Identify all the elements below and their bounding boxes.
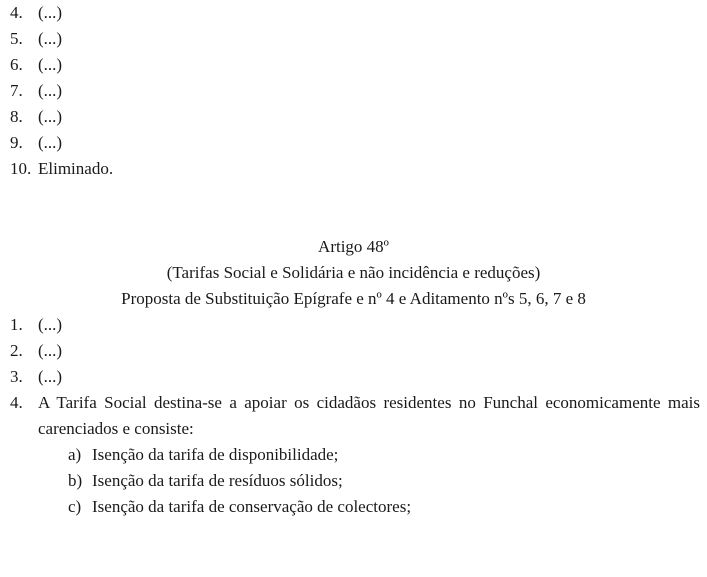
item-text: (...)	[38, 107, 63, 126]
item-text: (...)	[38, 341, 63, 360]
article-title: Artigo 48º	[318, 237, 389, 256]
list-item	[10, 364, 62, 390]
item-number: 6.	[10, 55, 23, 74]
sub-item-letter: a)	[68, 445, 82, 464]
item-text: (...)	[38, 367, 63, 386]
item-number: 5.	[10, 29, 23, 48]
sub-item-text: Isenção da tarifa de resíduos sólidos;	[92, 471, 343, 490]
numbered-list-top	[10, 0, 113, 182]
list-item	[10, 338, 62, 364]
item-text: (...)	[38, 29, 63, 48]
item-number: 8.	[10, 107, 23, 126]
article-proposal: Proposta de Substituição Epígrafe e nº 4 e Aditamento nºs 5, 6, 7 e 8	[121, 289, 586, 308]
list-item-4	[10, 390, 700, 520]
item-number: 3.	[10, 367, 23, 386]
item-number: 9.	[10, 133, 23, 152]
list-item	[10, 156, 113, 182]
item-text: (...)	[38, 3, 63, 22]
item-text: (...)	[38, 133, 63, 152]
item-text: (...)	[38, 315, 63, 334]
sub-list	[38, 442, 700, 520]
item-text: Eliminado.	[38, 159, 114, 178]
item-number: 4.	[10, 393, 23, 412]
item-text: (...)	[38, 55, 63, 74]
list-item	[10, 130, 113, 156]
list-item	[10, 104, 113, 130]
list-item	[10, 312, 62, 338]
article-subtitle: (Tarifas Social e Solidária e não incidência e reduções)	[166, 263, 541, 282]
item-number: 1.	[10, 315, 23, 334]
sub-item-letter: b)	[68, 471, 83, 490]
list-item	[10, 52, 113, 78]
sub-list-item	[68, 442, 700, 468]
list-item	[10, 26, 113, 52]
list-item	[10, 78, 113, 104]
sub-item-text: Isenção da tarifa de disponibilidade;	[92, 445, 339, 464]
sub-item-letter: c)	[68, 497, 82, 516]
sub-item-text: Isenção da tarifa de conservação de colectores;	[92, 497, 412, 516]
item-paragraph: A Tarifa Social destina-se a apoiar os cidadãos residentes no Funchal economicamente mais carenciados e consiste:	[38, 393, 700, 438]
item-number: 2.	[10, 341, 23, 360]
sub-list-item	[68, 494, 700, 520]
item-text: (...)	[38, 81, 63, 100]
item-number: 7.	[10, 81, 23, 100]
list-item	[10, 0, 113, 26]
sub-list-item	[68, 468, 700, 494]
item-number: 4.	[10, 3, 23, 22]
numbered-list-bottom	[10, 312, 62, 390]
item-number: 10.	[10, 159, 32, 178]
